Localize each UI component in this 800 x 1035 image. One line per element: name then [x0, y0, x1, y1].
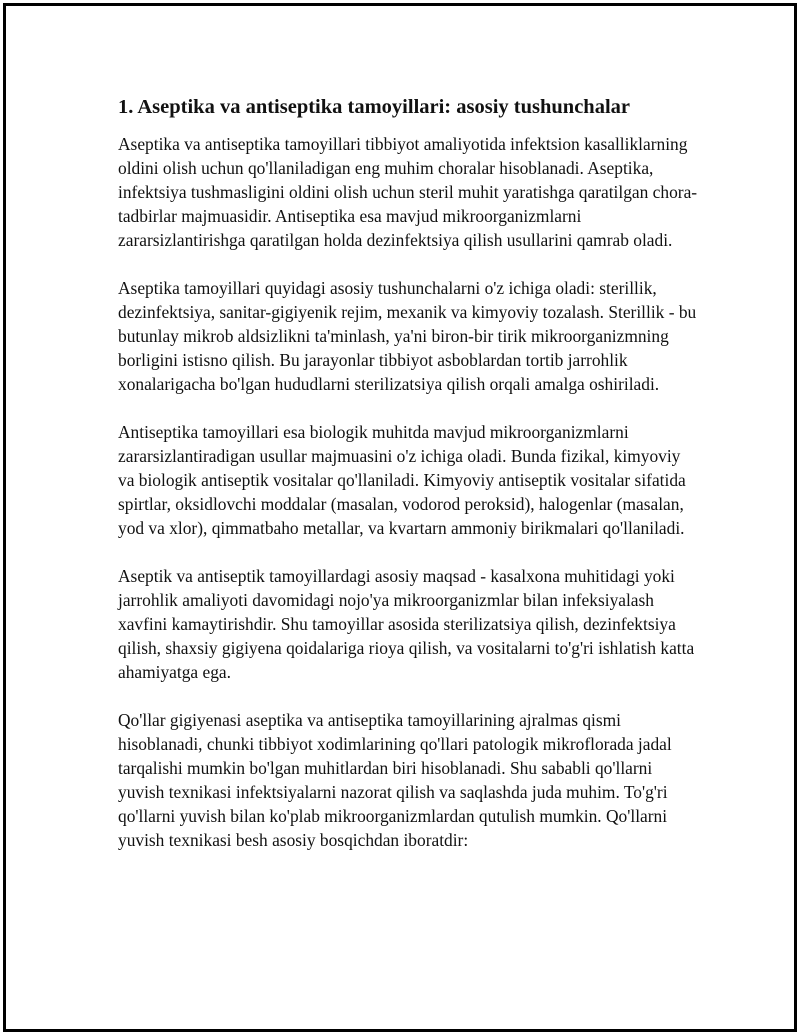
paragraph-antiseptika-principles: Antiseptika tamoyillari esa biologik muhitda mavjud mikroorganizmlarni zararsizlantiradigan usullar majmuasini o'z ichiga oladi. Bunda fizikal, kimyoviy va biologik antiseptik vositalar qo'llaniladi. Kimyoviy antiseptik vositalar sifatida spirtlar, oksidlovchi moddalar (masalan, vodorod peroksid), halogenlar (masalan, yod va xlor), qimmatbaho metallar, va kvartarn ammoniy birikmalari qo'llaniladi.	[118, 422, 686, 538]
section-heading: 1. Aseptika va antiseptika tamoyillari: asosiy tushunchalar	[118, 96, 630, 118]
paragraph-aseptika-concepts: Aseptika tamoyillari quyidagi asosiy tushunchalarni o'z ichiga oladi: sterillik, dezinfektsiya, sanitar-gigiyenik rejim, mexanik va kimyoviy tozalash. Sterillik - bu butunlay mikrob aldsizlikni ta'minlash, ya'ni biron-bir tirik mikroorganizmning borligini istisno qilish. Bu jarayonlar tibbiyot asboblardan tortib jarrohlik xonalarigacha bo'lgan hududlarni sterilizatsiya qilish orqali amalga oshiriladi.	[118, 278, 697, 394]
document-body	[118, 94, 700, 876]
paragraph-main-goal: Aseptik va antiseptik tamoyillardagi asosiy maqsad - kasalxona muhitidagi yoki jarrohlik amaliyoti davomidagi nojo'ya mikroorganizmlar bilan infeksiyalash xavfini kamaytirishdir. Shu tamoyillar asosida sterilizatsiya qilish, dezinfektsiya qilish, shaxsiy gigiyena qoidalariga rioya qilish, va vositalarni to'g'ri ishlatish katta ahamiyatga ega.	[118, 566, 695, 682]
paragraph-aseptika-definition: Aseptika va antiseptika tamoyillari tibbiyot amaliyotida infektsion kasalliklarning oldini olish uchun qo'llaniladigan eng muhim choralar hisoblanadi. Aseptika, infektsiya tushmasligini oldini olish uchun steril muhit yaratishga qaratilgan chora-tadbirlar majmuasidir. Antiseptika esa mavjud mikroorganizmlarni zararsizlantirishga qaratilgan holda dezinfektsiya qilish usullarini qamrab oladi.	[118, 134, 698, 250]
paragraph-hand-hygiene: Qo'llar gigiyenasi aseptika va antiseptika tamoyillarining ajralmas qismi hisoblanadi, chunki tibbiyot xodimlarining qo'llari patologik mikroflorada jadal tarqalishi mumkin bo'lgan muhitlardan biri hisoblanadi. Shu sababli qo'llarni yuvish texnikasi infektsiyalarni nazorat qilish va saqlashda juda muhim. To'g'ri qo'llarni yuvish bilan ko'plab mikroorganizmlardan qutulish mumkin. Qo'llarni yuvish texnikasi besh asosiy bosqichdan iboratdir:	[118, 710, 672, 850]
